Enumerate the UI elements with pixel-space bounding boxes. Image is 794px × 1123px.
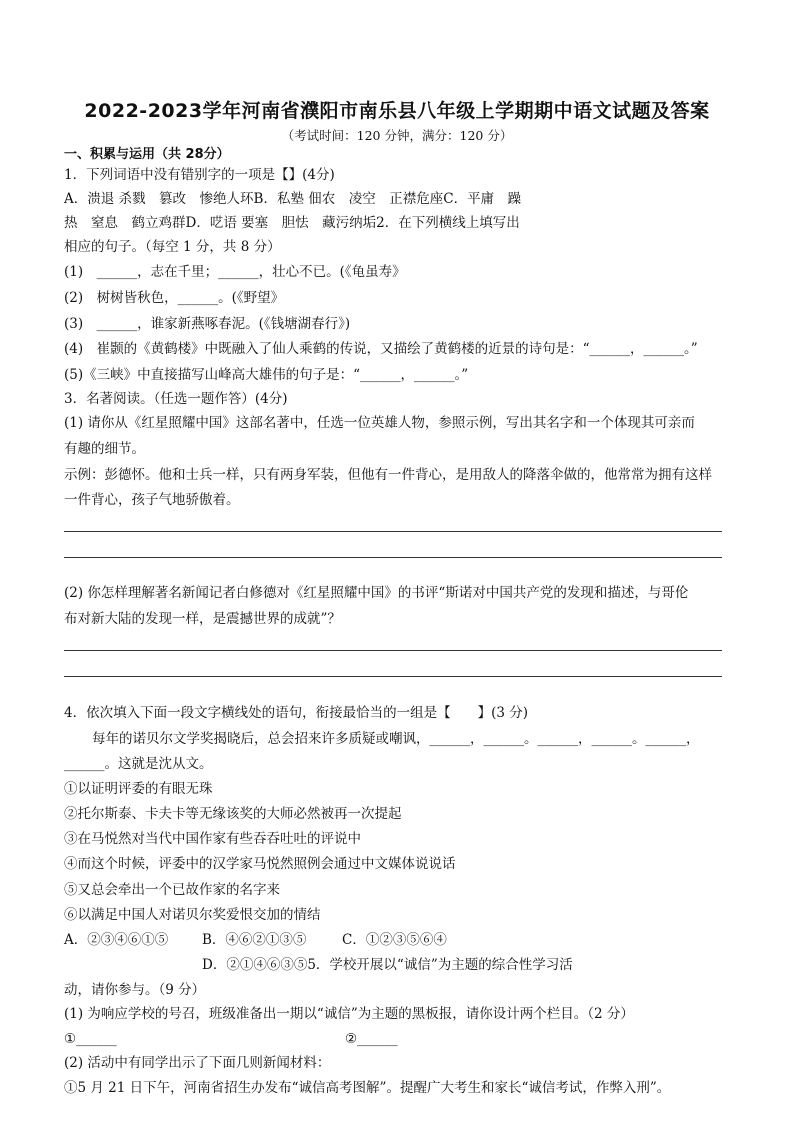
q3-part2: (2) 你怎样理解著名新闻记者白修德对《红星照耀中国》的书评“斯诺对中国共产党的发现和描述，与哥伦 xyxy=(64,585,689,601)
q4-choice-d: D．②①④⑥③⑤5．学校开展以“诚信”为主题的综合性学习活 xyxy=(202,957,573,973)
q4-option: ②托尔斯泰、卡夫卡等无缘该奖的大师必然被再一次提起 xyxy=(64,806,402,822)
q2-item: (4) 崔颢的《黄鹤楼》中既融入了仙人乘鹤的传说，又描绘了黄鹤楼的近景的诗句是：“______，______。” xyxy=(64,341,698,357)
page-title: 2022-2023学年河南省濮阳市南乐县八年级上学期期中语文试题及答案 xyxy=(84,100,710,122)
q3-part1: (1) 请你从《红星照耀中国》这部名著中，任选一位英雄人物，参照示例，写出其名字和一个体现其可亲而 xyxy=(64,415,695,431)
answer-line[interactable] xyxy=(64,676,722,677)
q2-item: (5)《三峡》中直接描写山峰高大雄伟的句子是：“______，______。” xyxy=(64,367,469,383)
q5-part2: (2) 活动中有同学出示了下面几则新闻材料： xyxy=(64,1055,331,1071)
q4-choice-a: A．②③④⑥①⑤ xyxy=(64,932,169,948)
q1-options-line2: 热 窒息 鹤立鸡群D．呓语 要塞 胆怯 藏污纳垢2．在下列横线上填写出 xyxy=(64,215,520,231)
section-heading: 一、积累与运用（共 28分） xyxy=(64,147,230,162)
q3-example: 示例：彭德怀。他和士兵一样，只有两身军装，但他有一件背心，是用敌人的降落伞做的，他常常为拥有这样 xyxy=(64,467,712,483)
q4-option: ④而这个时候，评委中的汉学家马悦然照例会通过中文媒体说说话 xyxy=(64,856,456,872)
q5-blank-2[interactable]: ②______ xyxy=(345,1031,398,1047)
q2-item: (1) ______，志在千里；______，壮心不已。(《龟虽寿》 xyxy=(64,264,406,280)
q4-passage-cont: ______。这就是沈从文。 xyxy=(64,756,213,772)
q4-option: ⑤又总会牵出一个已故作家的名字来 xyxy=(64,882,280,898)
q1-options-line1: A．溃退 杀戮 篡改 惨绝人环B．私塾 佃农 凌空 正襟危座C．平庸 躁 xyxy=(64,191,522,207)
q4-choice-b: B．④⑥②①③⑤ xyxy=(202,932,307,948)
q5-news-item: ①5 月 21 日下午，河南省招生办发布“诚信高考图解”。提醒广大考生和家长“诚信考试，作弊入刑”。 xyxy=(64,1080,671,1096)
q1-stem: 1．下列词语中没有错别字的一项是【】(4分) xyxy=(64,167,335,183)
q4-option: ⑥以满足中国人对诺贝尔奖爱恨交加的情结 xyxy=(64,907,321,923)
q5-stem: 动，请你参与。（9 分） xyxy=(64,982,206,998)
q2-stem: 相应的句子。（每空 1 分，共 8 分） xyxy=(64,239,281,255)
q3-example-cont: 一件背心，孩子气地骄傲着。 xyxy=(64,492,240,508)
q3-part1-cont: 有趣的细节。 xyxy=(64,441,145,457)
answer-line[interactable] xyxy=(64,531,722,532)
q4-choice-c: C．①②③⑤⑥④ xyxy=(342,932,447,948)
answer-line[interactable] xyxy=(64,557,722,558)
q4-stem: 4．依次填入下面一段文字横线处的语句，衔接最恰当的一组是【 】(3 分) xyxy=(64,705,529,721)
exam-info: （考试时间：120 分钟，满分：120 分） xyxy=(281,128,513,143)
q5-blank-1[interactable]: ①______ xyxy=(64,1031,117,1047)
q2-item: (2) 树树皆秋色，______。(《野望》 xyxy=(64,290,285,306)
answer-line[interactable] xyxy=(64,650,722,651)
q3-stem: 3．名著阅读。（任选一题作答）(4分) xyxy=(64,391,288,407)
q2-item: (3) ______，谁家新燕啄春泥。(《钱塘湖春行》) xyxy=(64,316,351,332)
q5-part1: (1) 为响应学校的号召，班级准备出一期以“诚信”为主题的黑板报，请你设计两个栏目。（2 分） xyxy=(64,1006,634,1022)
q4-passage: 每年的诺贝尔文学奖揭晓后，总会招来许多质疑或嘲讽，______，______。______，______。______， xyxy=(92,731,700,747)
q3-part2-cont: 布对新大陆的发现一样，是震撼世界的成就”？ xyxy=(64,611,341,627)
q4-option: ③在马悦然对当代中国作家有些吞吞吐吐的评说中 xyxy=(64,831,361,847)
q4-option: ①以证明评委的有眼无珠 xyxy=(64,781,213,797)
